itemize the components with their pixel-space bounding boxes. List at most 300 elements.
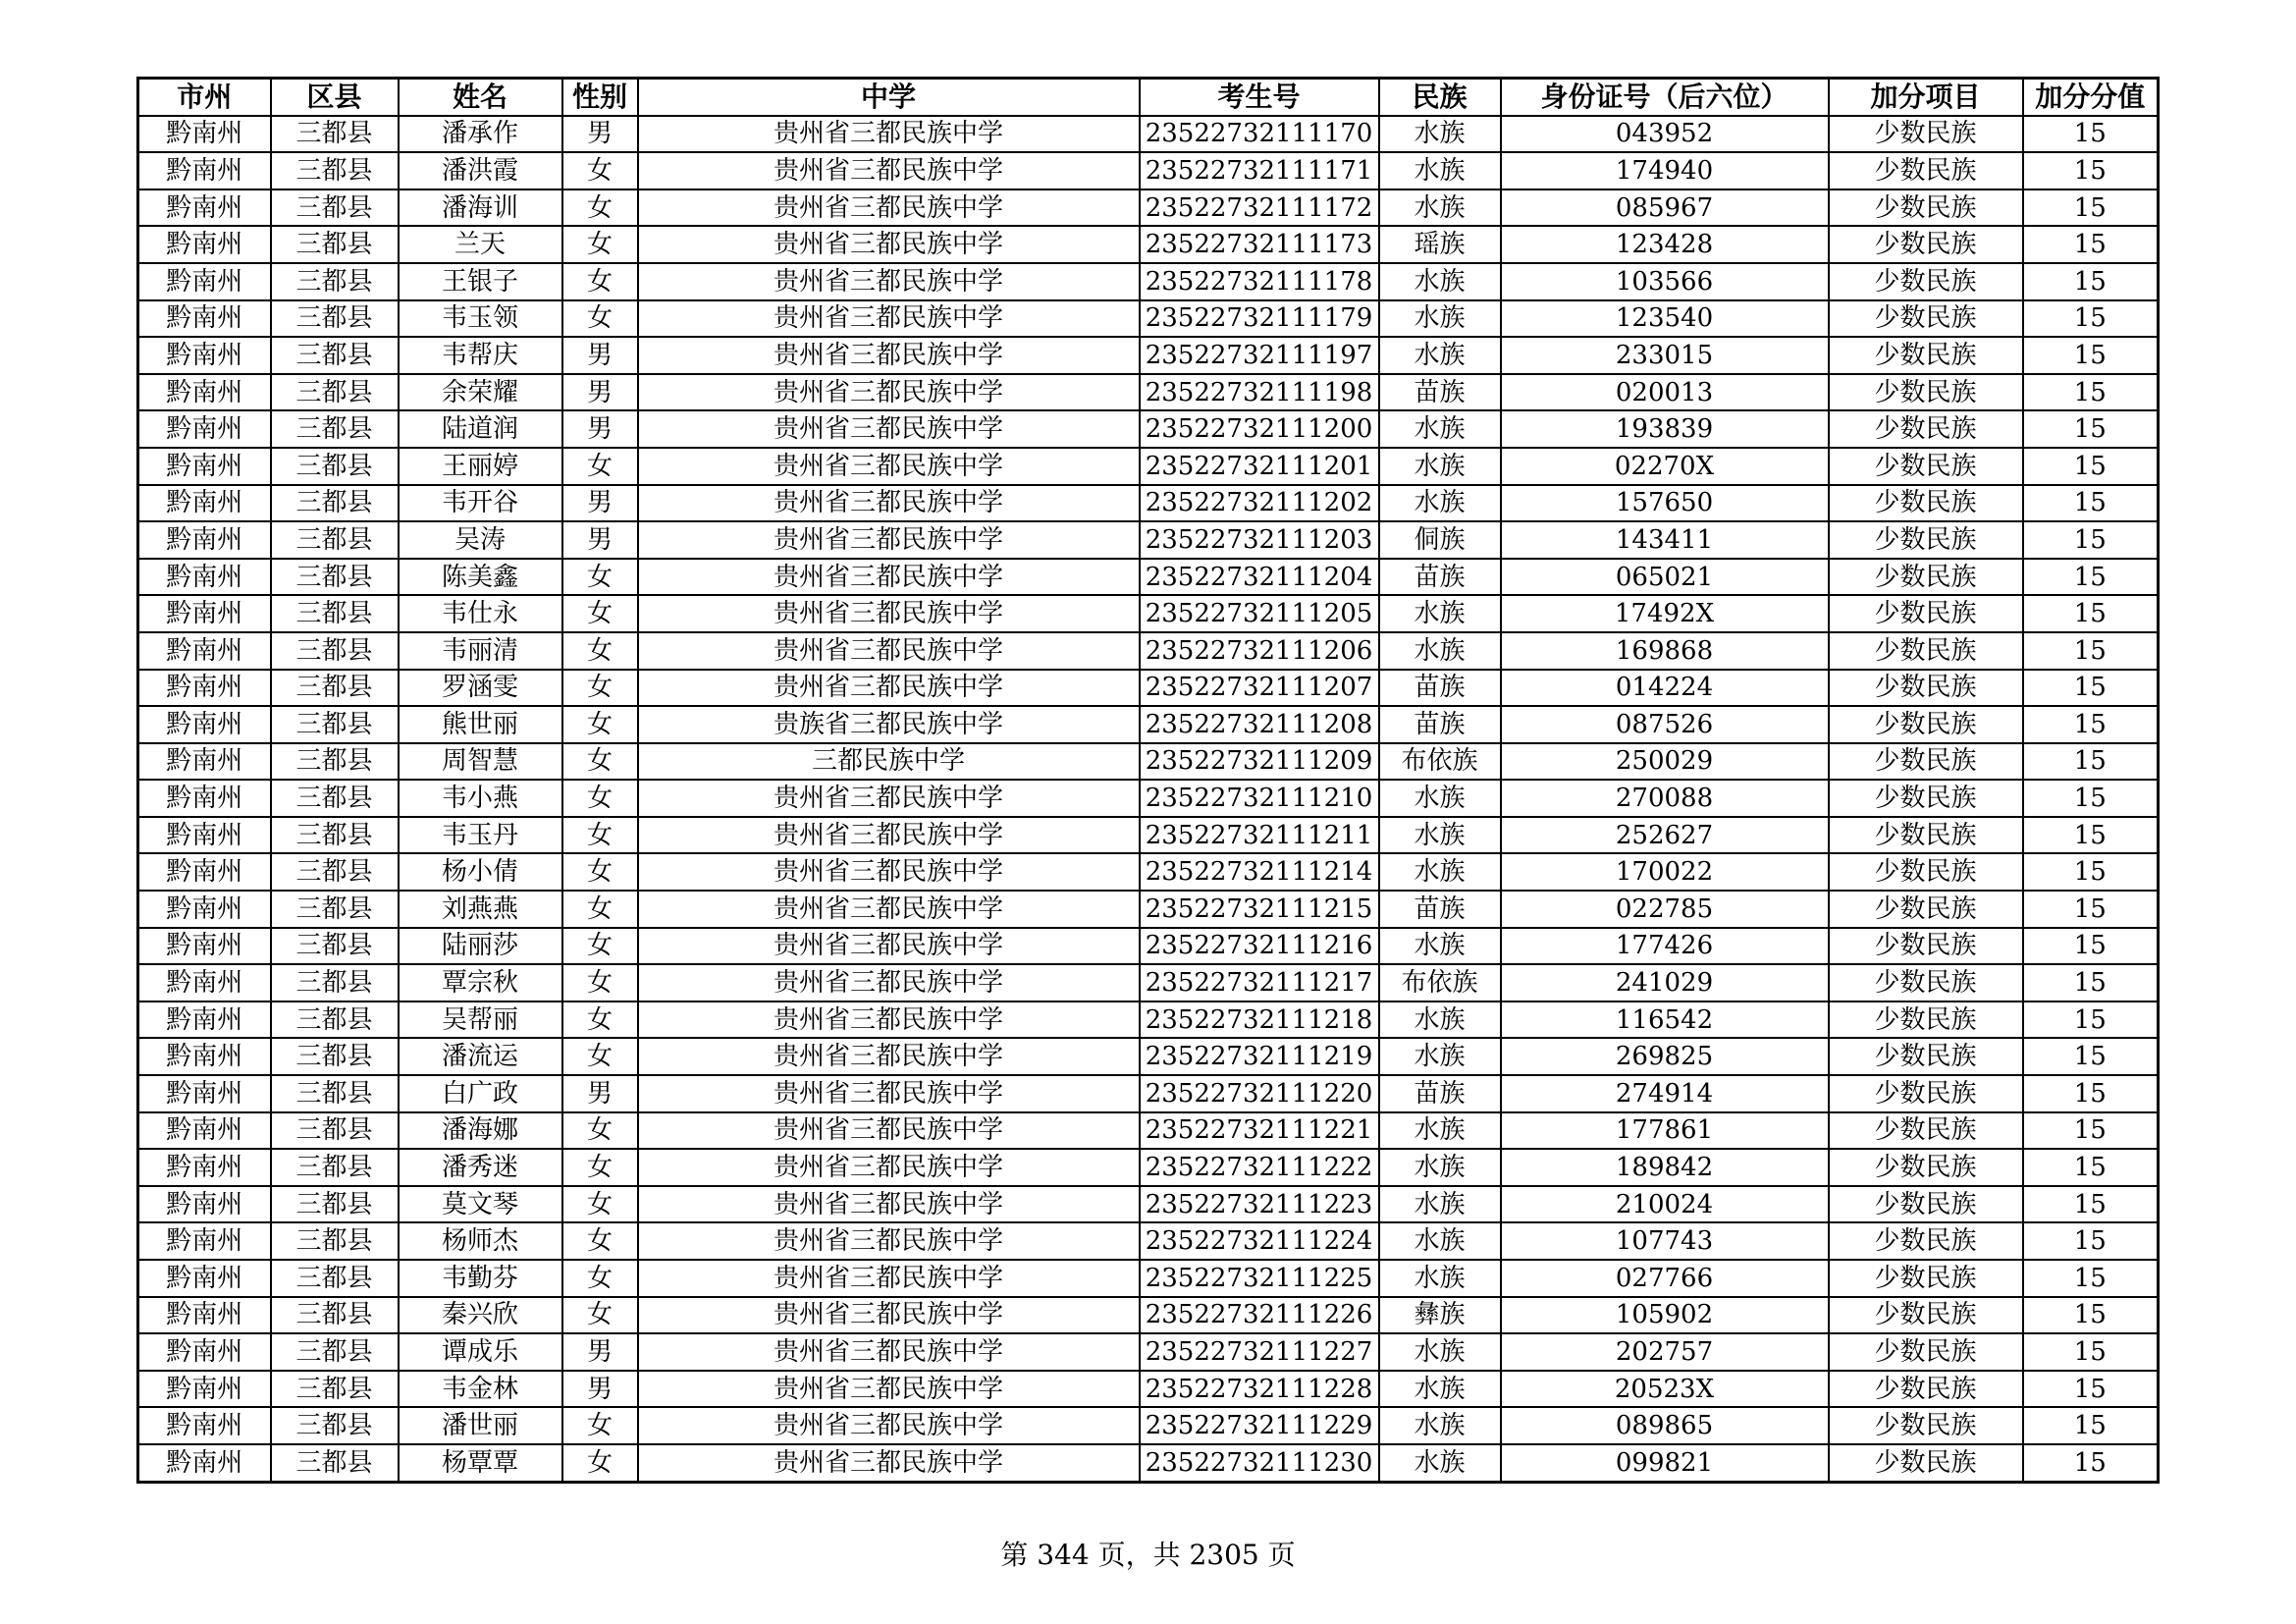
cell-bonus-item: 少数民族 — [1829, 1149, 2023, 1186]
cell-bonus-points: 15 — [2023, 374, 2159, 411]
cell-name: 潘流运 — [399, 1038, 562, 1075]
cell-school: 贵州省三都民族中学 — [638, 1112, 1140, 1150]
cell-county: 三都县 — [271, 226, 399, 263]
cell-city: 黔南州 — [138, 1149, 271, 1186]
cell-ethnicity: 水族 — [1379, 1186, 1501, 1223]
table-row — [138, 743, 2159, 781]
table-row — [138, 1075, 2159, 1112]
cell-name: 刘燕燕 — [399, 891, 562, 928]
cell-exam-number: 23522732111201 — [1140, 448, 1379, 485]
cell-county: 三都县 — [271, 559, 399, 596]
cell-ethnicity: 水族 — [1379, 1112, 1501, 1150]
cell-name: 潘秀迷 — [399, 1149, 562, 1186]
cell-exam-number: 23522732111229 — [1140, 1407, 1379, 1444]
cell-school: 贵州省三都民族中学 — [638, 853, 1140, 891]
cell-bonus-points: 15 — [2023, 1222, 2159, 1260]
cell-ethnicity: 水族 — [1379, 780, 1501, 817]
cell-name: 韦小燕 — [399, 780, 562, 817]
table-row — [138, 1149, 2159, 1186]
cell-id-last6: 202757 — [1501, 1333, 1829, 1371]
cell-city: 黔南州 — [138, 485, 271, 522]
cell-county: 三都县 — [271, 448, 399, 485]
cell-city: 黔南州 — [138, 337, 271, 374]
cell-id-last6: 210024 — [1501, 1186, 1829, 1223]
cell-id-last6: 189842 — [1501, 1149, 1829, 1186]
cell-county: 三都县 — [271, 743, 399, 781]
cell-county: 三都县 — [271, 116, 399, 153]
table-header-row — [138, 79, 2159, 116]
cell-id-last6: 123428 — [1501, 226, 1829, 263]
cell-id-last6: 123540 — [1501, 300, 1829, 338]
cell-gender: 女 — [562, 226, 638, 263]
cell-exam-number: 23522732111207 — [1140, 670, 1379, 707]
cell-county: 三都县 — [271, 1186, 399, 1223]
column-header-id-last6: 身份证号（后六位） — [1501, 79, 1829, 116]
cell-bonus-item: 少数民族 — [1829, 595, 2023, 632]
cell-gender: 男 — [562, 1075, 638, 1112]
cell-exam-number: 23522732111227 — [1140, 1333, 1379, 1371]
cell-bonus-item: 少数民族 — [1829, 1001, 2023, 1039]
cell-name: 韦仕永 — [399, 595, 562, 632]
cell-city: 黔南州 — [138, 521, 271, 559]
cell-county: 三都县 — [271, 595, 399, 632]
cell-bonus-points: 15 — [2023, 1333, 2159, 1371]
cell-bonus-points: 15 — [2023, 1371, 2159, 1408]
cell-name: 兰天 — [399, 226, 562, 263]
cell-county: 三都县 — [271, 1075, 399, 1112]
cell-ethnicity: 水族 — [1379, 410, 1501, 448]
cell-gender: 女 — [562, 1297, 638, 1334]
cell-city: 黔南州 — [138, 1371, 271, 1408]
cell-name: 陆道润 — [399, 410, 562, 448]
table-row — [138, 964, 2159, 1001]
cell-county: 三都县 — [271, 632, 399, 670]
column-header-county: 区县 — [271, 79, 399, 116]
cell-city: 黔南州 — [138, 632, 271, 670]
cell-school: 贵州省三都民族中学 — [638, 448, 1140, 485]
cell-county: 三都县 — [271, 853, 399, 891]
cell-city: 黔南州 — [138, 1222, 271, 1260]
table-row — [138, 189, 2159, 227]
cell-city: 黔南州 — [138, 410, 271, 448]
cell-gender: 女 — [562, 891, 638, 928]
cell-name: 杨小倩 — [399, 853, 562, 891]
cell-id-last6: 027766 — [1501, 1260, 1829, 1297]
cell-gender: 男 — [562, 337, 638, 374]
cell-gender: 女 — [562, 263, 638, 300]
cell-bonus-points: 15 — [2023, 1038, 2159, 1075]
cell-exam-number: 23522732111202 — [1140, 485, 1379, 522]
cell-bonus-points: 15 — [2023, 1186, 2159, 1223]
cell-id-last6: 107743 — [1501, 1222, 1829, 1260]
cell-id-last6: 043952 — [1501, 116, 1829, 153]
cell-gender: 男 — [562, 485, 638, 522]
cell-county: 三都县 — [271, 263, 399, 300]
cell-bonus-item: 少数民族 — [1829, 1260, 2023, 1297]
cell-gender: 女 — [562, 1112, 638, 1150]
cell-exam-number: 23522732111203 — [1140, 521, 1379, 559]
cell-bonus-points: 15 — [2023, 189, 2159, 227]
cell-ethnicity: 苗族 — [1379, 559, 1501, 596]
table-row — [138, 1444, 2159, 1482]
table-row — [138, 1112, 2159, 1150]
cell-county: 三都县 — [271, 1297, 399, 1334]
cell-name: 潘承作 — [399, 116, 562, 153]
table-row — [138, 410, 2159, 448]
cell-exam-number: 23522732111208 — [1140, 706, 1379, 743]
cell-school: 贵族省三都民族中学 — [638, 706, 1140, 743]
cell-city: 黔南州 — [138, 1260, 271, 1297]
cell-bonus-points: 15 — [2023, 1297, 2159, 1334]
cell-school: 贵州省三都民族中学 — [638, 1444, 1140, 1482]
cell-name: 王银子 — [399, 263, 562, 300]
cell-ethnicity: 水族 — [1379, 189, 1501, 227]
cell-name: 潘海训 — [399, 189, 562, 227]
cell-ethnicity: 苗族 — [1379, 706, 1501, 743]
cell-city: 黔南州 — [138, 1001, 271, 1039]
cell-bonus-points: 15 — [2023, 410, 2159, 448]
cell-bonus-item: 少数民族 — [1829, 189, 2023, 227]
cell-city: 黔南州 — [138, 595, 271, 632]
cell-id-last6: 17492X — [1501, 595, 1829, 632]
cell-ethnicity: 水族 — [1379, 1407, 1501, 1444]
cell-bonus-item: 少数民族 — [1829, 1333, 2023, 1371]
cell-county: 三都县 — [271, 1371, 399, 1408]
cell-ethnicity: 水族 — [1379, 853, 1501, 891]
cell-bonus-points: 15 — [2023, 116, 2159, 153]
cell-city: 黔南州 — [138, 1444, 271, 1482]
cell-gender: 女 — [562, 817, 638, 854]
cell-exam-number: 23522732111205 — [1140, 595, 1379, 632]
cell-city: 黔南州 — [138, 1186, 271, 1223]
cell-city: 黔南州 — [138, 743, 271, 781]
cell-school: 贵州省三都民族中学 — [638, 632, 1140, 670]
cell-id-last6: 177861 — [1501, 1112, 1829, 1150]
cell-bonus-item: 少数民族 — [1829, 1186, 2023, 1223]
cell-gender: 女 — [562, 743, 638, 781]
table-row — [138, 226, 2159, 263]
cell-name: 陆丽莎 — [399, 928, 562, 965]
cell-school: 贵州省三都民族中学 — [638, 1075, 1140, 1112]
cell-id-last6: 116542 — [1501, 1001, 1829, 1039]
cell-bonus-points: 15 — [2023, 226, 2159, 263]
cell-bonus-item: 少数民族 — [1829, 670, 2023, 707]
table-row — [138, 1333, 2159, 1371]
cell-exam-number: 23522732111200 — [1140, 410, 1379, 448]
table-row — [138, 595, 2159, 632]
cell-city: 黔南州 — [138, 263, 271, 300]
table-row — [138, 1407, 2159, 1444]
cell-id-last6: 20523X — [1501, 1371, 1829, 1408]
cell-bonus-points: 15 — [2023, 595, 2159, 632]
cell-exam-number: 23522732111230 — [1140, 1444, 1379, 1482]
cell-ethnicity: 水族 — [1379, 1333, 1501, 1371]
cell-school: 贵州省三都民族中学 — [638, 595, 1140, 632]
data-table — [136, 77, 2160, 1484]
cell-city: 黔南州 — [138, 817, 271, 854]
cell-exam-number: 23522732111222 — [1140, 1149, 1379, 1186]
cell-bonus-points: 15 — [2023, 1407, 2159, 1444]
cell-school: 贵州省三都民族中学 — [638, 559, 1140, 596]
cell-bonus-item: 少数民族 — [1829, 116, 2023, 153]
cell-school: 贵州省三都民族中学 — [638, 1333, 1140, 1371]
cell-bonus-item: 少数民族 — [1829, 928, 2023, 965]
cell-gender: 女 — [562, 448, 638, 485]
cell-city: 黔南州 — [138, 152, 271, 189]
cell-id-last6: 02270X — [1501, 448, 1829, 485]
cell-city: 黔南州 — [138, 116, 271, 153]
cell-bonus-item: 少数民族 — [1829, 780, 2023, 817]
cell-school: 贵州省三都民族中学 — [638, 1149, 1140, 1186]
cell-bonus-points: 15 — [2023, 448, 2159, 485]
cell-county: 三都县 — [271, 374, 399, 411]
cell-gender: 女 — [562, 1038, 638, 1075]
cell-gender: 女 — [562, 1222, 638, 1260]
cell-gender: 女 — [562, 670, 638, 707]
cell-county: 三都县 — [271, 1149, 399, 1186]
cell-bonus-points: 15 — [2023, 559, 2159, 596]
cell-id-last6: 065021 — [1501, 559, 1829, 596]
cell-city: 黔南州 — [138, 891, 271, 928]
cell-bonus-item: 少数民族 — [1829, 891, 2023, 928]
cell-county: 三都县 — [271, 189, 399, 227]
cell-county: 三都县 — [271, 152, 399, 189]
cell-gender: 女 — [562, 1444, 638, 1482]
cell-exam-number: 23522732111216 — [1140, 928, 1379, 965]
table-row — [138, 448, 2159, 485]
cell-ethnicity: 水族 — [1379, 1371, 1501, 1408]
cell-bonus-points: 15 — [2023, 743, 2159, 781]
cell-city: 黔南州 — [138, 1075, 271, 1112]
cell-name: 韦玉领 — [399, 300, 562, 338]
cell-gender: 女 — [562, 1001, 638, 1039]
cell-bonus-item: 少数民族 — [1829, 152, 2023, 189]
cell-name: 谭成乐 — [399, 1333, 562, 1371]
cell-school: 贵州省三都民族中学 — [638, 116, 1140, 153]
cell-id-last6: 103566 — [1501, 263, 1829, 300]
table-row — [138, 116, 2159, 153]
cell-id-last6: 177426 — [1501, 928, 1829, 965]
cell-school: 贵州省三都民族中学 — [638, 226, 1140, 263]
cell-id-last6: 022785 — [1501, 891, 1829, 928]
cell-county: 三都县 — [271, 521, 399, 559]
cell-bonus-points: 15 — [2023, 632, 2159, 670]
table-row — [138, 300, 2159, 338]
cell-bonus-points: 15 — [2023, 670, 2159, 707]
cell-city: 黔南州 — [138, 1297, 271, 1334]
cell-school: 贵州省三都民族中学 — [638, 189, 1140, 227]
cell-bonus-item: 少数民族 — [1829, 706, 2023, 743]
cell-county: 三都县 — [271, 706, 399, 743]
cell-id-last6: 250029 — [1501, 743, 1829, 781]
cell-exam-number: 23522732111221 — [1140, 1112, 1379, 1150]
cell-id-last6: 233015 — [1501, 337, 1829, 374]
table-row — [138, 706, 2159, 743]
cell-name: 秦兴欣 — [399, 1297, 562, 1334]
cell-county: 三都县 — [271, 1260, 399, 1297]
cell-name: 韦帮庆 — [399, 337, 562, 374]
column-header-city: 市州 — [138, 79, 271, 116]
cell-bonus-item: 少数民族 — [1829, 1297, 2023, 1334]
cell-school: 三都民族中学 — [638, 743, 1140, 781]
cell-city: 黔南州 — [138, 448, 271, 485]
cell-city: 黔南州 — [138, 300, 271, 338]
cell-id-last6: 089865 — [1501, 1407, 1829, 1444]
cell-bonus-item: 少数民族 — [1829, 337, 2023, 374]
cell-id-last6: 274914 — [1501, 1075, 1829, 1112]
cell-bonus-points: 15 — [2023, 853, 2159, 891]
table-row — [138, 559, 2159, 596]
cell-gender: 男 — [562, 1333, 638, 1371]
cell-bonus-points: 15 — [2023, 1444, 2159, 1482]
cell-bonus-item: 少数民族 — [1829, 1112, 2023, 1150]
cell-exam-number: 23522732111228 — [1140, 1371, 1379, 1408]
cell-name: 周智慧 — [399, 743, 562, 781]
cell-bonus-item: 少数民族 — [1829, 1371, 2023, 1408]
cell-bonus-item: 少数民族 — [1829, 410, 2023, 448]
cell-gender: 女 — [562, 1260, 638, 1297]
cell-bonus-item: 少数民族 — [1829, 1444, 2023, 1482]
cell-name: 王丽婷 — [399, 448, 562, 485]
cell-bonus-item: 少数民族 — [1829, 559, 2023, 596]
cell-school: 贵州省三都民族中学 — [638, 891, 1140, 928]
cell-exam-number: 23522732111206 — [1140, 632, 1379, 670]
table-row — [138, 817, 2159, 854]
cell-ethnicity: 水族 — [1379, 300, 1501, 338]
cell-school: 贵州省三都民族中学 — [638, 964, 1140, 1001]
table-row — [138, 337, 2159, 374]
table-row — [138, 1001, 2159, 1039]
cell-city: 黔南州 — [138, 964, 271, 1001]
cell-school: 贵州省三都民族中学 — [638, 374, 1140, 411]
cell-city: 黔南州 — [138, 928, 271, 965]
cell-id-last6: 014224 — [1501, 670, 1829, 707]
cell-id-last6: 169868 — [1501, 632, 1829, 670]
cell-ethnicity: 水族 — [1379, 632, 1501, 670]
cell-gender: 男 — [562, 521, 638, 559]
cell-id-last6: 087526 — [1501, 706, 1829, 743]
cell-county: 三都县 — [271, 1112, 399, 1150]
cell-gender: 男 — [562, 374, 638, 411]
cell-school: 贵州省三都民族中学 — [638, 521, 1140, 559]
column-header-school: 中学 — [638, 79, 1140, 116]
cell-county: 三都县 — [271, 1444, 399, 1482]
table-row — [138, 263, 2159, 300]
cell-exam-number: 23522732111210 — [1140, 780, 1379, 817]
cell-city: 黔南州 — [138, 670, 271, 707]
cell-county: 三都县 — [271, 1333, 399, 1371]
cell-gender: 女 — [562, 928, 638, 965]
cell-ethnicity: 苗族 — [1379, 891, 1501, 928]
cell-name: 熊世丽 — [399, 706, 562, 743]
cell-bonus-points: 15 — [2023, 485, 2159, 522]
cell-school: 贵州省三都民族中学 — [638, 780, 1140, 817]
cell-school: 贵州省三都民族中学 — [638, 152, 1140, 189]
cell-bonus-item: 少数民族 — [1829, 1075, 2023, 1112]
cell-school: 贵州省三都民族中学 — [638, 485, 1140, 522]
cell-bonus-item: 少数民族 — [1829, 743, 2023, 781]
cell-school: 贵州省三都民族中学 — [638, 1186, 1140, 1223]
cell-bonus-points: 15 — [2023, 891, 2159, 928]
table-row — [138, 928, 2159, 965]
cell-bonus-item: 少数民族 — [1829, 1407, 2023, 1444]
cell-id-last6: 174940 — [1501, 152, 1829, 189]
table-row — [138, 1186, 2159, 1223]
cell-ethnicity: 水族 — [1379, 1038, 1501, 1075]
cell-exam-number: 23522732111226 — [1140, 1297, 1379, 1334]
cell-ethnicity: 水族 — [1379, 1260, 1501, 1297]
cell-school: 贵州省三都民族中学 — [638, 263, 1140, 300]
cell-city: 黔南州 — [138, 189, 271, 227]
table-row — [138, 670, 2159, 707]
cell-id-last6: 193839 — [1501, 410, 1829, 448]
column-header-name: 姓名 — [399, 79, 562, 116]
table-row — [138, 780, 2159, 817]
cell-gender: 女 — [562, 595, 638, 632]
cell-bonus-item: 少数民族 — [1829, 817, 2023, 854]
table-row — [138, 152, 2159, 189]
column-header-exam-number: 考生号 — [1140, 79, 1379, 116]
cell-bonus-points: 15 — [2023, 1001, 2159, 1039]
cell-ethnicity: 水族 — [1379, 263, 1501, 300]
column-header-bonus-item: 加分项目 — [1829, 79, 2023, 116]
cell-school: 贵州省三都民族中学 — [638, 1297, 1140, 1334]
cell-gender: 女 — [562, 964, 638, 1001]
cell-city: 黔南州 — [138, 1038, 271, 1075]
table-row — [138, 891, 2159, 928]
cell-school: 贵州省三都民族中学 — [638, 817, 1140, 854]
cell-id-last6: 105902 — [1501, 1297, 1829, 1334]
cell-gender: 女 — [562, 152, 638, 189]
cell-exam-number: 23522732111173 — [1140, 226, 1379, 263]
cell-exam-number: 23522732111209 — [1140, 743, 1379, 781]
cell-name: 潘海娜 — [399, 1112, 562, 1150]
cell-county: 三都县 — [271, 891, 399, 928]
cell-name: 杨师杰 — [399, 1222, 562, 1260]
cell-bonus-points: 15 — [2023, 337, 2159, 374]
cell-exam-number: 23522732111178 — [1140, 263, 1379, 300]
cell-ethnicity: 苗族 — [1379, 670, 1501, 707]
cell-ethnicity: 水族 — [1379, 448, 1501, 485]
cell-school: 贵州省三都民族中学 — [638, 300, 1140, 338]
cell-bonus-points: 15 — [2023, 1149, 2159, 1186]
cell-exam-number: 23522732111217 — [1140, 964, 1379, 1001]
cell-id-last6: 020013 — [1501, 374, 1829, 411]
cell-bonus-item: 少数民族 — [1829, 263, 2023, 300]
cell-bonus-points: 15 — [2023, 300, 2159, 338]
cell-ethnicity: 侗族 — [1379, 521, 1501, 559]
cell-ethnicity: 水族 — [1379, 1222, 1501, 1260]
cell-name: 杨覃覃 — [399, 1444, 562, 1482]
cell-city: 黔南州 — [138, 1407, 271, 1444]
cell-bonus-points: 15 — [2023, 152, 2159, 189]
cell-bonus-points: 15 — [2023, 263, 2159, 300]
cell-id-last6: 085967 — [1501, 189, 1829, 227]
cell-bonus-item: 少数民族 — [1829, 485, 2023, 522]
cell-gender: 女 — [562, 706, 638, 743]
cell-name: 潘世丽 — [399, 1407, 562, 1444]
cell-ethnicity: 水族 — [1379, 485, 1501, 522]
cell-exam-number: 23522732111224 — [1140, 1222, 1379, 1260]
cell-name: 陈美鑫 — [399, 559, 562, 596]
cell-city: 黔南州 — [138, 374, 271, 411]
cell-id-last6: 269825 — [1501, 1038, 1829, 1075]
cell-county: 三都县 — [271, 928, 399, 965]
cell-id-last6: 252627 — [1501, 817, 1829, 854]
cell-school: 贵州省三都民族中学 — [638, 1407, 1140, 1444]
cell-exam-number: 23522732111171 — [1140, 152, 1379, 189]
cell-ethnicity: 水族 — [1379, 116, 1501, 153]
